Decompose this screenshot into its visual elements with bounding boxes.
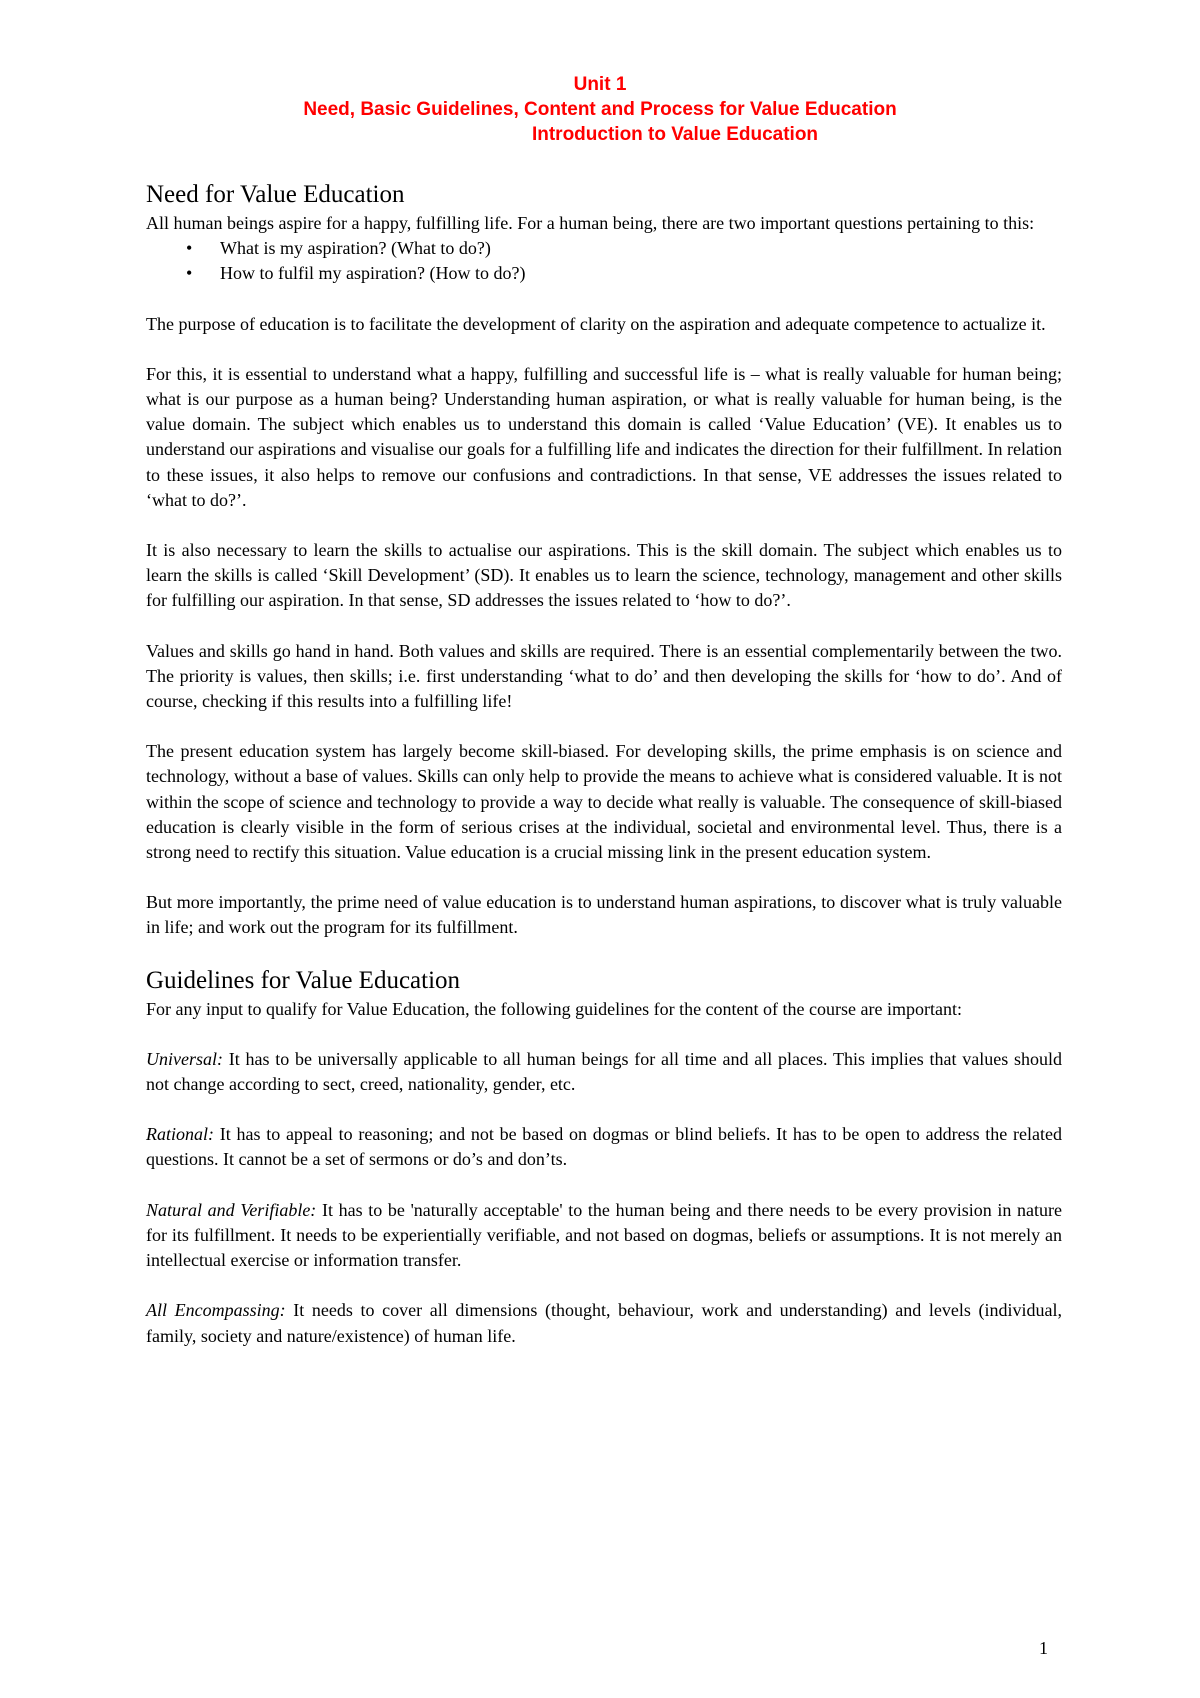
document-header [0, 72, 1200, 147]
guideline-label: Universal: [146, 1048, 223, 1069]
list-item-text: How to fulfil my aspiration? (How to do?) [220, 263, 526, 284]
page-number: 1 [1039, 1638, 1048, 1658]
bullet-icon: • [186, 238, 193, 259]
unit-title: Unit 1 [573, 74, 627, 95]
guideline-rational [146, 1122, 1062, 1172]
unit-subtitle: Need, Basic Guidelines, Content and Process for Value Education [303, 99, 897, 120]
list-item-text: What is my aspiration? (What to do?) [220, 238, 491, 259]
paragraph: But more importantly, the prime need of value education is to understand human aspirations, to discover what is truly valuable in life; and work out the program for its fulfillment. [146, 892, 1062, 938]
bullet-list [146, 236, 1062, 286]
paragraph: It is also necessary to learn the skills to actualise our aspirations. This is the skill domain. The subject which enables us to learn the skills is called ‘Skill Development’ (SD). It enables us to learn the science, technology, management and other skills for fulfilling our aspiration. In that sense, SD addresses the issues related to ‘how to do?’. [146, 540, 1062, 611]
paragraph: All human beings aspire for a happy, fulfilling life. For a human being, there are two important questions pertaining to this: [146, 213, 1035, 233]
paragraph: For this, it is essential to understand what a happy, fulfilling and successful life is – what is really valuable for human being; what is our purpose as a human being? Understanding human aspiration, or what is really valuable for human being, is the value domain. The subject which enables us to understand this domain is called ‘Value Education’ (VE). It enables us to understand our aspirations and visualise our goals for a fulfilling life and indicates the direction for their fulfillment. In relation to these issues, it also helps to remove our confusions and contradictions. In that sense, VE addresses the issues related to ‘what to do?’. [146, 363, 1062, 510]
bullet-icon: • [186, 263, 193, 284]
paragraph: For any input to qualify for Value Education, the following guidelines for the content of the course are important: [146, 998, 962, 1019]
guideline-label: Rational: [146, 1124, 214, 1145]
guideline-label: All Encompassing: [146, 1300, 286, 1321]
guideline-text: It has to appeal to reasoning; and not be based on dogmas or blind beliefs. It has to be open to address the related questions. It cannot be a set of sermons or do’s and don’ts. [146, 1124, 1062, 1170]
guideline-natural [146, 1198, 1062, 1274]
section-heading-need: Need for Value Education [146, 181, 405, 208]
guideline-text: It has to be 'naturally acceptable' to the human being and there needs to be every provision in nature for its fulfillment. It needs to be experientially verifiable, and not based on dogmas, beliefs or assumptions. It is not merely an intellectual exercise or information transfer. [146, 1199, 1062, 1271]
guideline-label: Natural and Verifiable: [146, 1199, 317, 1220]
guideline-text: It needs to cover all dimensions (thought, behaviour, work and understanding) and levels (individual, family, society and nature/existence) of human life. [146, 1300, 1062, 1346]
guideline-text: It has to be universally applicable to all human beings for all time and all places. This implies that values should not change according to sect, creed, nationality, gender, etc. [146, 1048, 1062, 1095]
paragraph: Values and skills go hand in hand. Both values and skills are required. There is an essential complementarily between the two. The priority is values, then skills; i.e. first understanding ‘what to do’ and then developing the skills for ‘how to do’. And of course, checking if this results into a fulfilling life! [146, 640, 1062, 712]
guideline-universal [146, 1047, 1062, 1097]
paragraph: The purpose of education is to facilitate the development of clarity on the aspiration and adequate competence to actualize it. [146, 313, 1046, 334]
intro-title: Introduction to Value Education [531, 124, 819, 145]
document-body [146, 180, 1062, 1349]
guideline-all-encompassing [146, 1298, 1062, 1348]
paragraph: The present education system has largely become skill-biased. For developing skills, the prime emphasis is on science and technology, without a base of values. Skills can only help to provide the means to achieve what is considered valuable. It is not within the scope of science and technology to provide a way to decide what really is valuable. The consequence of skill-biased education is clearly visible in the form of serious crises at the individual, societal and environmental level. Thus, there is a strong need to rectify this situation. Value education is a crucial missing link in the present education system. [146, 741, 1062, 863]
list-item [146, 261, 1062, 286]
list-item [146, 236, 1062, 261]
section-heading-guidelines: Guidelines for Value Education [146, 966, 461, 994]
